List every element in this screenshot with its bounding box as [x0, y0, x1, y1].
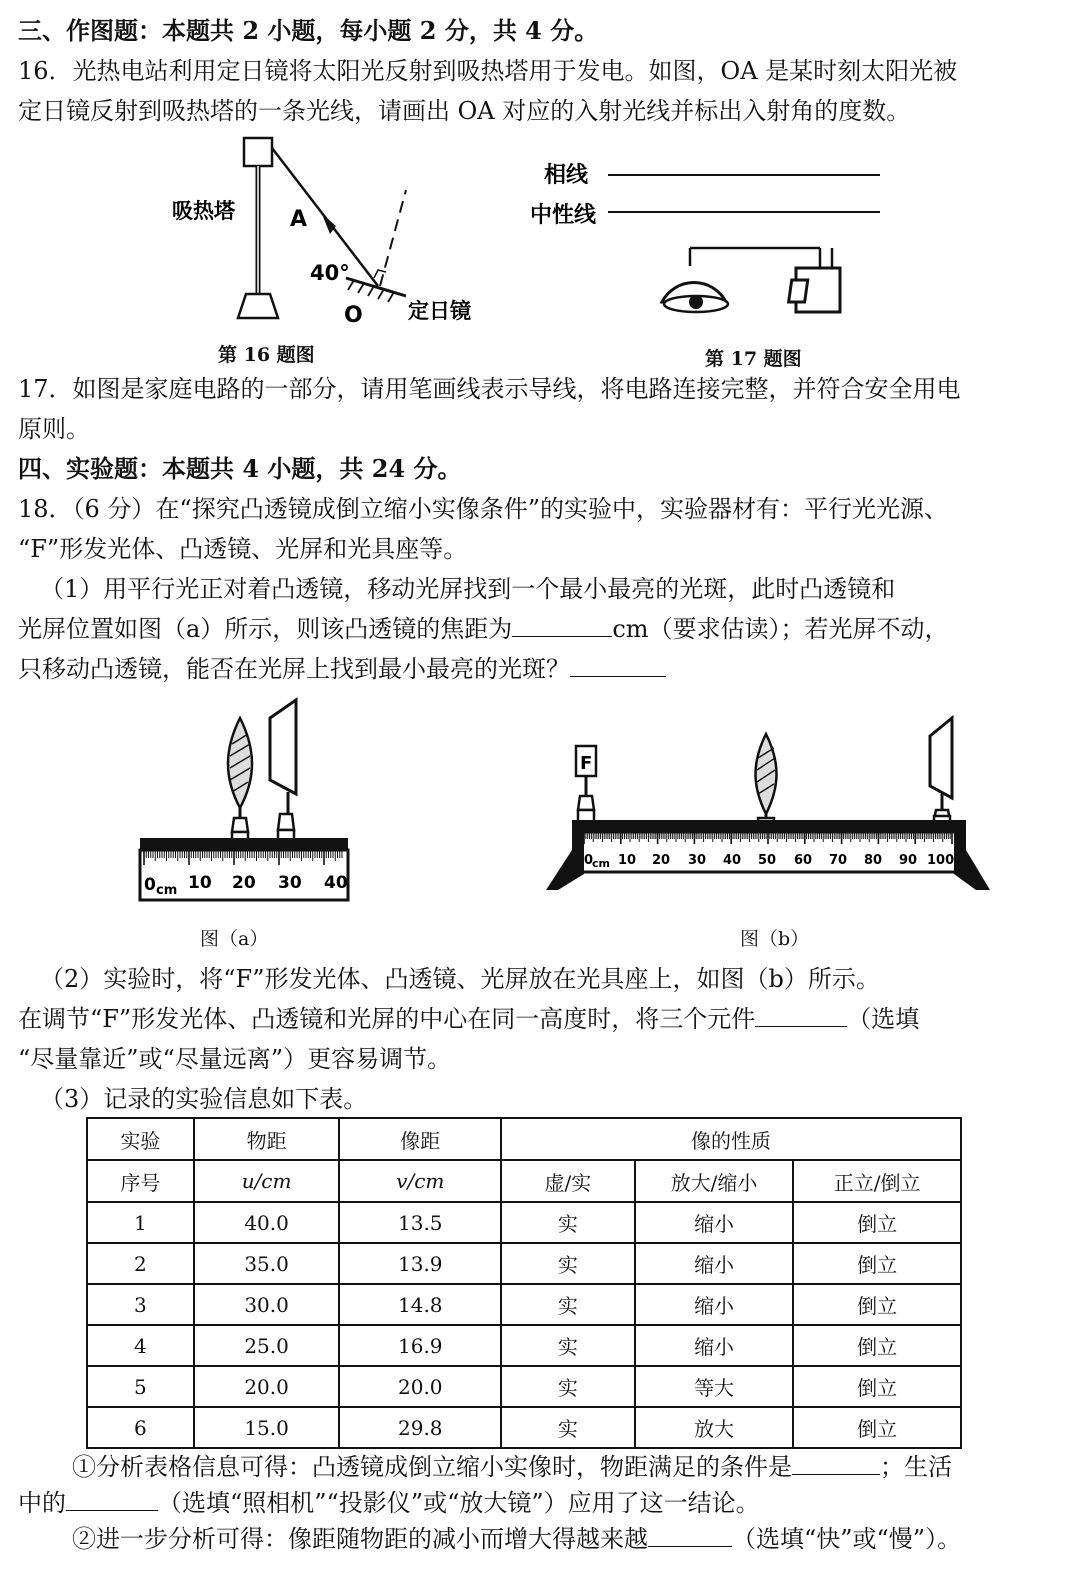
figure-a-bench — [136, 690, 356, 910]
q18-conclusion1-line1: ①分析表格信息可得：凸透镜成倒立缩小实像时，物距满足的条件是 ；生活 — [72, 1453, 952, 1481]
row-index-cell: 2 — [87, 1243, 194, 1284]
live-wire-label: 相线 — [544, 163, 589, 188]
heliostat-mirror — [346, 278, 406, 296]
header-size: 放大/缩小 — [635, 1160, 794, 1202]
image-distance-cell: 13.5 — [339, 1202, 501, 1243]
q18-part1-line1: （1）用平行光正对着凸透镜，移动光屏找到一个最小最亮的光斑，此时凸透镜和 — [40, 575, 896, 603]
table-row — [87, 1407, 961, 1448]
size-cell: 缩小 — [635, 1243, 794, 1284]
svg-text:10: 10 — [618, 853, 637, 868]
q18-conclusion2: ②进一步分析可得：像距随物距的减小而增大得越来越 （选填“快”或“慢”）。 — [72, 1525, 962, 1553]
point-o-label: O — [344, 303, 363, 328]
q18-part2-line3: “尽量靠近”或“尽量远离”）更容易调节。 — [18, 1045, 452, 1073]
orientation-cell: 倒立 — [793, 1366, 961, 1407]
header-image-properties: 像的性质 — [501, 1118, 961, 1160]
real-virtual-cell: 实 — [501, 1407, 635, 1448]
angle-label: 40° — [310, 261, 350, 285]
real-virtual-cell: 实 — [501, 1325, 635, 1366]
row-index-cell: 1 — [87, 1202, 194, 1243]
object-distance-cell: 40.0 — [194, 1202, 340, 1243]
header-exp-line2: 序号 — [87, 1160, 194, 1202]
q17-text-line2: 原则。 — [18, 415, 90, 443]
table-row — [87, 1284, 961, 1325]
svg-text:30: 30 — [688, 853, 707, 868]
real-virtual-cell: 实 — [501, 1202, 635, 1243]
header-orientation: 正立/倒立 — [793, 1160, 961, 1202]
real-virtual-cell: 实 — [501, 1284, 635, 1325]
q18-text-line1: 18．（6 分）在“探究凸透镜成倒立缩小实像条件”的实验中，实验器材有：平行光光源、 — [18, 495, 948, 523]
svg-text:40: 40 — [324, 873, 348, 893]
header-u-line2: u/cm — [194, 1160, 340, 1202]
section-3-title: 三、作图题：本题共 2 小题，每小题 2 分，共 4 分。 — [18, 16, 599, 45]
svg-text:cm: cm — [156, 883, 178, 898]
svg-text:90: 90 — [899, 853, 918, 868]
figure-16-diagram — [160, 130, 500, 330]
object-distance-cell: 15.0 — [194, 1407, 340, 1448]
header-v-line2: v/cm — [339, 1160, 501, 1202]
orientation-cell: 倒立 — [793, 1243, 961, 1284]
svg-text:80: 80 — [864, 853, 883, 868]
convex-lens-b — [756, 734, 777, 832]
q16-text-line1: 16．光热电站利用定日镜将太阳光反射到吸热塔用于发电。如图，OA 是某时刻太阳光被 — [18, 57, 958, 85]
figure-17-caption: 第 17 题图 — [705, 348, 802, 370]
right-angle-mark — [374, 270, 386, 278]
size-cell: 放大 — [635, 1407, 794, 1448]
q18-part1-line2: 光屏位置如图（a）所示，则该凸透镜的焦距为 cm（要求估读）；若光屏不动， — [18, 615, 949, 643]
light-screen — [270, 700, 296, 794]
real-virtual-cell: 实 — [501, 1243, 635, 1284]
object-distance-cell: 20.0 — [194, 1366, 340, 1407]
figure-b-caption: 图（b） — [740, 928, 810, 950]
size-cell: 等大 — [635, 1366, 794, 1407]
svg-text:100: 100 — [927, 853, 955, 868]
light-screen-b — [930, 718, 952, 832]
orientation-cell: 倒立 — [793, 1202, 961, 1243]
figure-17-diagram — [520, 150, 900, 330]
svg-text:20: 20 — [232, 873, 256, 893]
row-index-cell: 5 — [87, 1366, 194, 1407]
switch-icon — [789, 248, 840, 312]
q17-text-line1: 17．如图是家庭电路的一部分，请用笔画线表示导线，将电路连接完整，并符合安全用电 — [18, 375, 961, 403]
image-distance-cell: 14.8 — [339, 1284, 501, 1325]
orientation-cell: 倒立 — [793, 1284, 961, 1325]
size-cell: 缩小 — [635, 1284, 794, 1325]
row-index-cell: 3 — [87, 1284, 194, 1325]
header-exp-line1: 实验 — [87, 1118, 194, 1160]
neutral-wire-label: 中性线 — [530, 203, 597, 228]
image-distance-cell: 29.8 — [339, 1407, 501, 1448]
tower-label: 吸热塔 — [172, 199, 235, 223]
svg-text:20: 20 — [652, 853, 671, 868]
svg-text:30: 30 — [278, 873, 302, 893]
table-row — [87, 1366, 961, 1407]
object-distance-cell: 30.0 — [194, 1284, 340, 1325]
q18-part3-line1: （3）记录的实验信息如下表。 — [40, 1085, 368, 1113]
svg-text:60: 60 — [794, 853, 813, 868]
svg-text:40: 40 — [723, 853, 742, 868]
object-distance-cell: 25.0 — [194, 1325, 340, 1366]
figure-b-bench — [544, 706, 990, 896]
size-cell: 缩小 — [635, 1325, 794, 1366]
object-distance-condition-blank[interactable] — [792, 1452, 880, 1475]
point-a-label: A — [290, 207, 308, 232]
row-index-cell: 4 — [87, 1325, 194, 1366]
convex-lens — [228, 718, 252, 808]
size-cell: 缩小 — [635, 1202, 794, 1243]
f-label: F — [580, 753, 593, 774]
q18-part2-line1: （2）实验时，将“F”形发光体、凸透镜、光屏放在光具座上，如图（b）所示。 — [40, 965, 880, 993]
image-distance-cell: 16.9 — [339, 1325, 501, 1366]
f-light-source — [576, 746, 596, 828]
smallest-spot-blank[interactable] — [570, 654, 666, 677]
header-real-virtual: 虚/实 — [501, 1160, 635, 1202]
figure-a-caption: 图（a） — [200, 928, 269, 950]
q18-conclusion1-line2: 中的 （选填“照相机”“投影仪”或“放大镜”）应用了这一结论。 — [18, 1489, 760, 1517]
table-row — [87, 1243, 961, 1284]
orientation-cell: 倒立 — [793, 1325, 961, 1366]
mirror-label: 定日镜 — [408, 299, 471, 323]
figure-16-caption: 第 16 题图 — [218, 344, 315, 366]
application-blank[interactable] — [66, 1488, 158, 1511]
experiment-table — [86, 1117, 962, 1449]
section-4-title: 四、实验题：本题共 4 小题，共 24 分。 — [18, 454, 462, 483]
focal-length-blank[interactable] — [512, 614, 612, 637]
table-row — [87, 1202, 961, 1243]
header-v-line1: 像距 — [339, 1118, 501, 1160]
q16-text-line2: 定日镜反射到吸热塔的一条光线，请画出 OA 对应的入射光线并标出入射角的度数。 — [18, 97, 911, 125]
q18-part2-line2: 在调节“F”形发光体、凸透镜和光屏的中心在同一高度时，将三个元件 （选填 — [18, 1005, 920, 1033]
svg-text:0: 0 — [144, 875, 156, 895]
image-distance-cell: 20.0 — [339, 1366, 501, 1407]
header-u-line1: 物距 — [194, 1118, 340, 1160]
adjust-position-blank[interactable] — [755, 1004, 847, 1027]
svg-text:70: 70 — [829, 853, 848, 868]
row-index-cell: 6 — [87, 1407, 194, 1448]
object-distance-cell: 35.0 — [194, 1243, 340, 1284]
real-virtual-cell: 实 — [501, 1366, 635, 1407]
image-distance-cell: 13.9 — [339, 1243, 501, 1284]
ray-arrowhead — [322, 214, 336, 234]
svg-text:cm: cm — [592, 857, 610, 870]
bench-left-leg — [546, 820, 584, 890]
orientation-cell: 倒立 — [793, 1407, 961, 1448]
speed-blank[interactable] — [648, 1524, 732, 1547]
tower-receiver — [244, 138, 272, 166]
svg-text:0: 0 — [584, 853, 594, 868]
svg-text:10: 10 — [188, 873, 212, 893]
q18-text-line2: “F”形发光体、凸透镜、光屏和光具座等。 — [18, 535, 468, 563]
tower-base — [238, 294, 278, 318]
svg-text:50: 50 — [758, 853, 777, 868]
table-row — [87, 1325, 961, 1366]
bench-right-leg — [954, 820, 990, 890]
q18-part1-line3: 只移动凸透镜，能否在光屏上找到最小最亮的光斑？ — [18, 654, 666, 684]
